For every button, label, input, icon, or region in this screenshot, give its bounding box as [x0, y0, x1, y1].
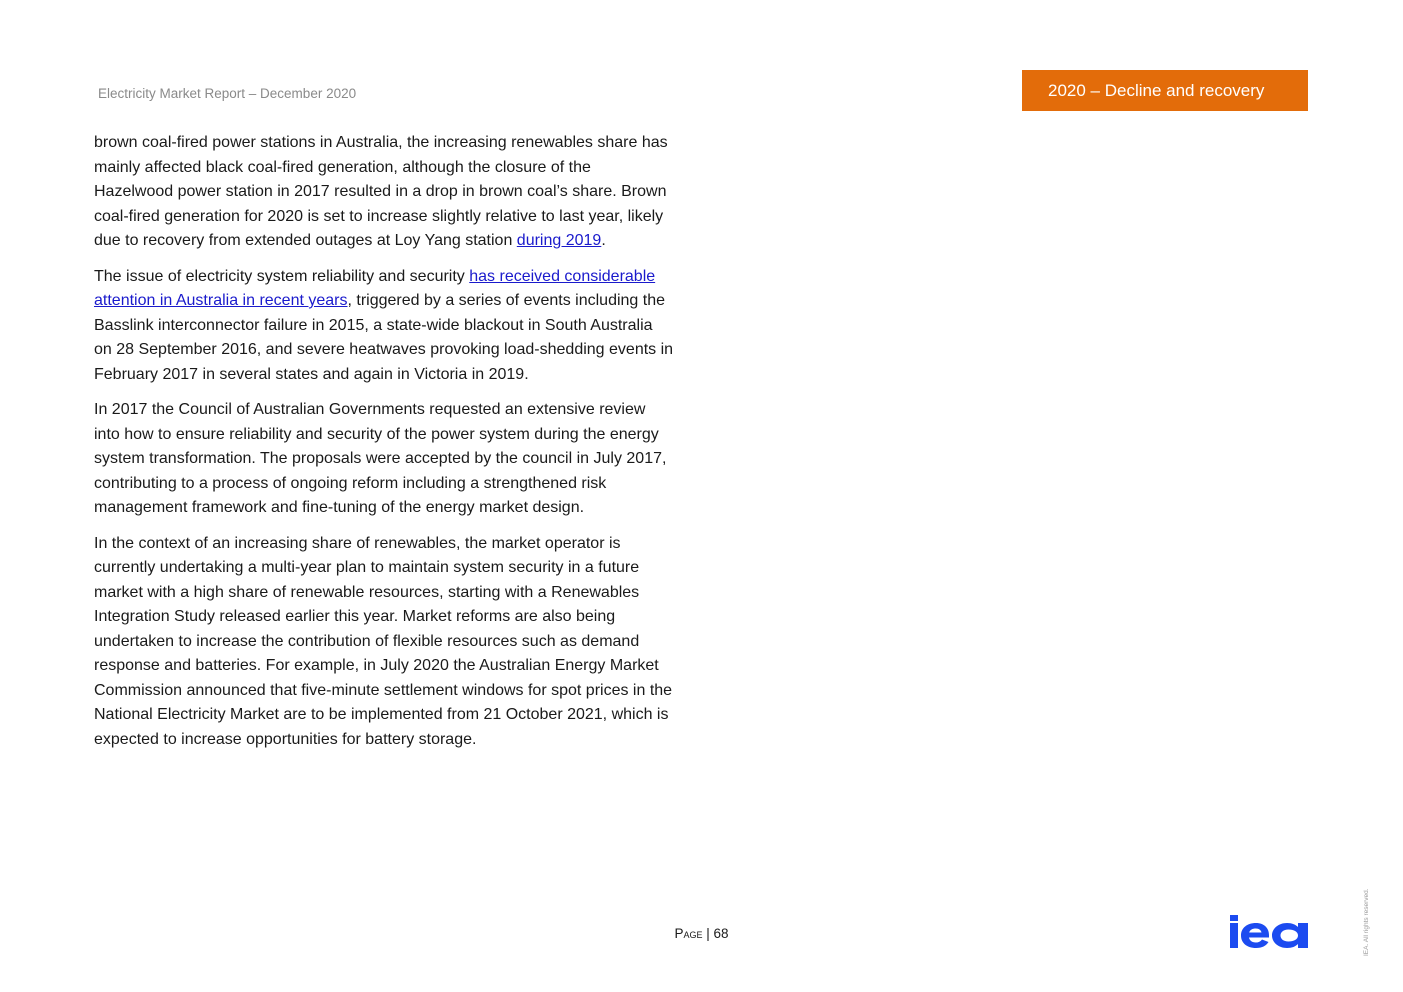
page-separator: |	[706, 926, 710, 941]
iea-logo-i-dot	[1230, 915, 1238, 921]
paragraph-2	[94, 265, 674, 388]
page-number	[0, 926, 1403, 941]
page-number-value: 68	[713, 926, 729, 941]
paragraph-3: In 2017 the Council of Australian Governments requested an extensive review into how to ensure reliability and security of the power system during the energy system transformation. The proposals were accepted by the council in July 2017, contributing to a process of ongoing reform including a strengthened risk management framework and fine-tuning of the energy market design.	[94, 401, 667, 516]
paragraph-4: In the context of an increasing share of renewables, the market operator is currently undertaking a multi-year plan to maintain system security in a future market with a high share of renewable resources, starting with a Renewables Integration Study released earlier this year. Market reforms are also being undertaken to increase the contribution of flexible resources such as demand response and batteries. For example, in July 2020 the Australian Energy Market Commission announced that five-minute settlement windows for spot prices in the National Electricity Market are to be implemented from 21 October 2021, which is expected to increase opportunities for battery storage.	[94, 534, 673, 748]
paragraph-1-end: .	[601, 232, 606, 249]
page-label: Page	[674, 926, 703, 941]
iea-logo	[1230, 914, 1308, 948]
link-during-2019[interactable]: during 2019	[516, 232, 602, 249]
paragraph-2-end: , triggered by a series of events including the Basslink interconnector failure in 2015, a state-wide blackout in South Australia on 28 September 2016, and severe heatwaves provoking load-shedding events in February 2017 in several states and again in Victoria in 2019.	[94, 292, 674, 383]
link-considerable-attention[interactable]: has received considerable attention in Australia in recent years	[94, 267, 656, 309]
paragraph-1	[94, 131, 674, 254]
paragraph-1-text: brown coal-fired power stations in Australia, the increasing renewables share has mainly affected black coal-fired generation, although the closure of the Hazelwood power station in 2017 resulted in a drop in brown coal’s share. Brown coal-fired generation for 2020 is set to increase slightly relative to last year, likely due to recovery from extended outages at Loy Yang station	[94, 134, 668, 249]
iea-logo-i-stem	[1230, 923, 1238, 948]
section-tab: 2020 – Decline and recovery	[1022, 70, 1308, 111]
report-title: Electricity Market Report – December 2020	[98, 86, 357, 101]
iea-logo-e	[1241, 923, 1269, 948]
body-text	[94, 131, 674, 763]
iea-logo-a	[1272, 923, 1308, 948]
rights-notice: IEA. All rights reserved.	[1363, 888, 1370, 956]
paragraph-2-text: The issue of electricity system reliability and security	[94, 267, 470, 285]
